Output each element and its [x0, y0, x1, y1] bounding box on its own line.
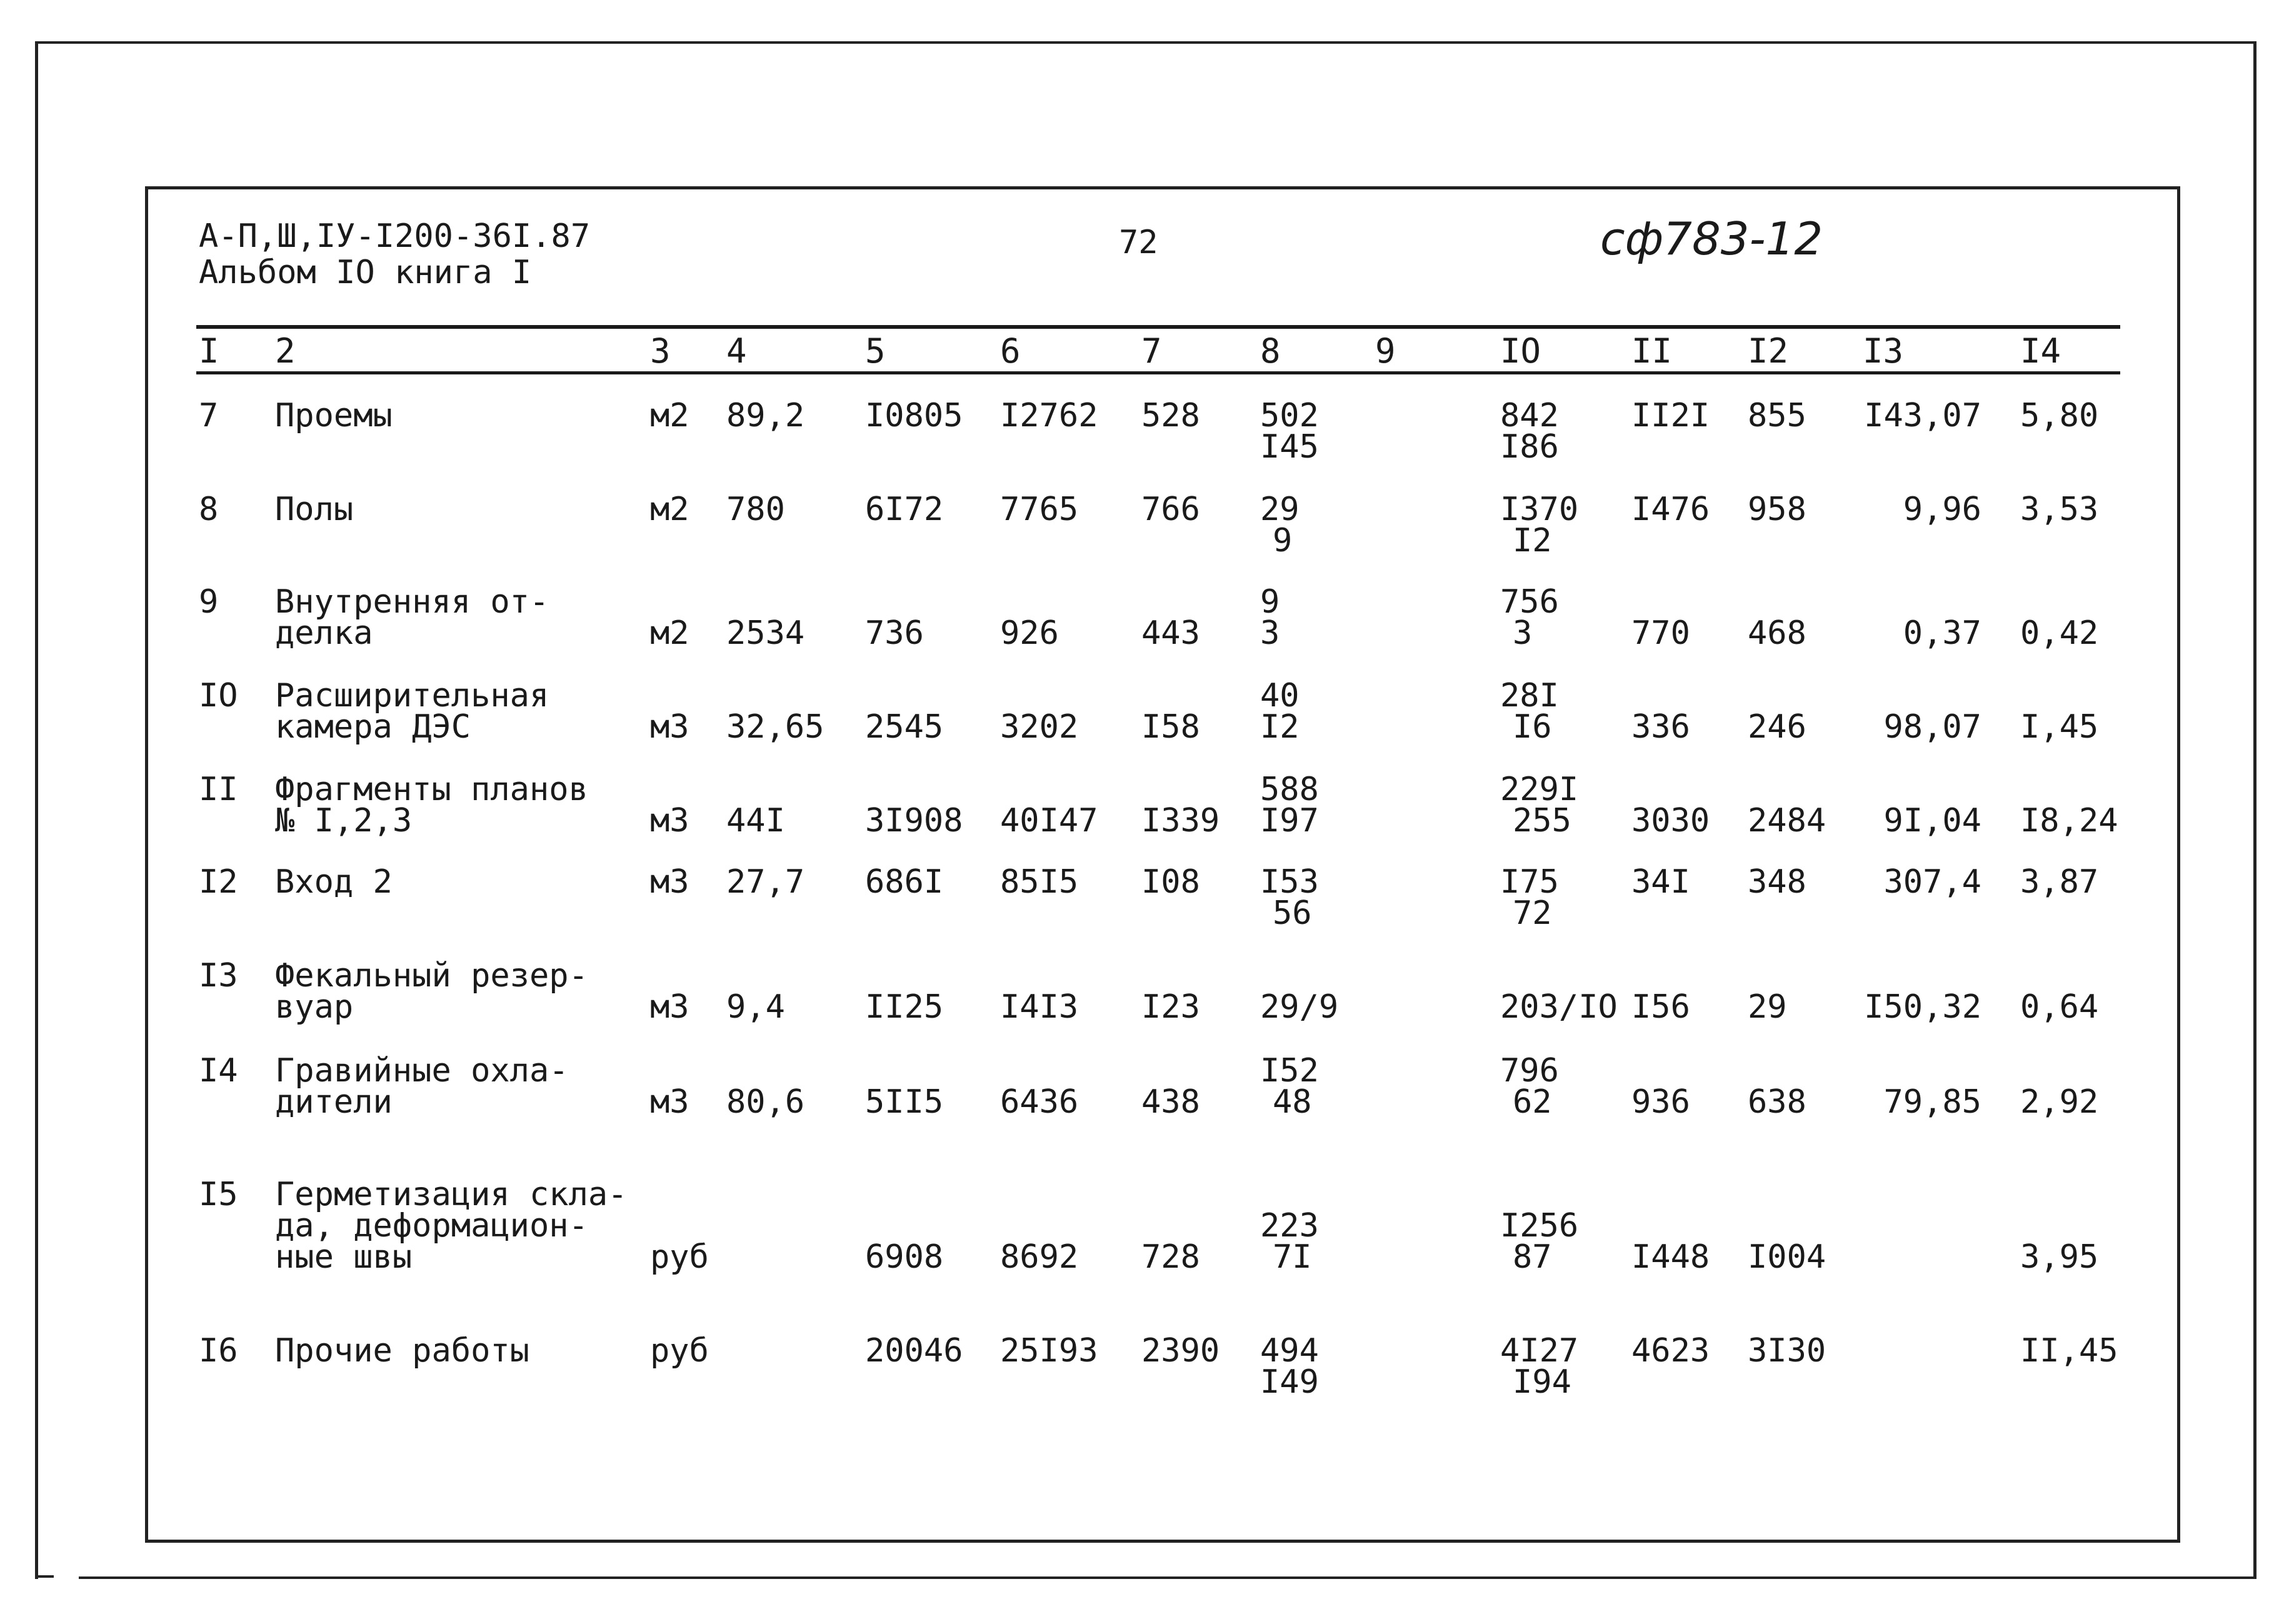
cell-c10-line: 842 — [1500, 397, 1559, 434]
cell-c10-line: I370 — [1500, 491, 1579, 528]
column-header-11: II — [1631, 331, 1673, 371]
cell-c11: I56 — [1631, 988, 1690, 1026]
cell-c10-line: 3 — [1513, 614, 1533, 652]
cell-c12: 468 — [1748, 614, 1806, 652]
cell-c7: 443 — [1141, 614, 1200, 652]
row-unit: м2 — [650, 491, 689, 528]
row-unit: м3 — [650, 802, 689, 840]
row-unit: м3 — [650, 1083, 689, 1121]
row-unit: м3 — [650, 988, 689, 1026]
cell-c6: 25I93 — [1000, 1332, 1098, 1370]
cell-c6: 926 — [1000, 614, 1059, 652]
cell-c5: 3I908 — [865, 802, 963, 840]
cell-c8-line: 3 — [1260, 614, 1280, 652]
row-number: 7 — [199, 397, 219, 434]
cell-c11: 4623 — [1631, 1332, 1710, 1370]
column-header-8: 8 — [1260, 331, 1281, 371]
row-unit: м3 — [650, 708, 689, 746]
cell-c10-line: 62 — [1513, 1083, 1552, 1121]
cell-c10-line: 796 — [1500, 1052, 1559, 1090]
column-header-14: I4 — [2020, 331, 2061, 371]
column-header-10: IO — [1500, 331, 1541, 371]
row-name-line: Прочие работы — [275, 1332, 529, 1370]
cell-c5: I0805 — [865, 397, 963, 434]
column-header-5: 5 — [865, 331, 886, 371]
column-header-9: 9 — [1375, 331, 1396, 371]
cell-c5: 6908 — [865, 1238, 944, 1276]
row-name-line: делка — [275, 614, 373, 652]
cell-c5: II25 — [865, 988, 944, 1026]
cell-c4: 89,2 — [726, 397, 805, 434]
row-name-line: ные швы — [275, 1238, 413, 1276]
cell-c14: 3,95 — [2020, 1238, 2099, 1276]
row-unit: руб — [650, 1238, 709, 1276]
cell-c10-line: 756 — [1500, 583, 1559, 621]
cell-c5: 736 — [865, 614, 924, 652]
column-header-1: I — [199, 331, 219, 371]
row-name-line: Полы — [275, 491, 354, 528]
cell-c5: 2545 — [865, 708, 944, 746]
cell-c8-line: I53 — [1260, 863, 1319, 901]
cell-c8-line: 9 — [1273, 522, 1293, 559]
sheet-code: сф783-12 — [1600, 213, 1823, 265]
cell-c11: 3030 — [1631, 802, 1710, 840]
cell-c10-line: 72 — [1513, 895, 1552, 932]
cell-c13: 9I,04 — [1883, 802, 1981, 840]
cell-c4: 44I — [726, 802, 785, 840]
column-header-3: 3 — [650, 331, 671, 371]
row-number: 8 — [199, 491, 219, 528]
cell-c8-line: I49 — [1260, 1363, 1319, 1401]
cell-c7: I23 — [1141, 988, 1200, 1026]
cell-c8-line: 40 — [1260, 677, 1300, 714]
outer-frame-bottom-line — [79, 1576, 2256, 1579]
cell-c4: 780 — [726, 491, 785, 528]
cell-c8-line: I2 — [1260, 708, 1300, 746]
cell-c6: 40I47 — [1000, 802, 1098, 840]
column-header-13: I3 — [1863, 331, 1904, 371]
row-number: I3 — [199, 957, 238, 995]
cell-c12: 3I30 — [1748, 1332, 1826, 1370]
document-code: А-П,Ш,IУ-I200-36I.87 — [199, 218, 591, 255]
cell-c11: II2I — [1631, 397, 1710, 434]
row-number: II — [199, 771, 238, 808]
cell-c6: 3202 — [1000, 708, 1079, 746]
cell-c8-line: 502 — [1260, 397, 1319, 434]
cell-c6: 6436 — [1000, 1083, 1079, 1121]
row-unit: м2 — [650, 614, 689, 652]
row-unit: м2 — [650, 397, 689, 434]
cell-c11: 936 — [1631, 1083, 1690, 1121]
cell-c12: 638 — [1748, 1083, 1806, 1121]
cell-c5: 686I — [865, 863, 944, 901]
row-number: I2 — [199, 863, 238, 901]
row-number: 9 — [199, 583, 219, 621]
cell-c11: I476 — [1631, 491, 1710, 528]
cell-c14: I8,24 — [2020, 802, 2118, 840]
row-name-line: № I,2,3 — [275, 802, 413, 840]
cell-c14: 5,80 — [2020, 397, 2099, 434]
cell-c12: 958 — [1748, 491, 1806, 528]
cell-c4: 32,65 — [726, 708, 824, 746]
cell-c8-line: 56 — [1273, 895, 1312, 932]
cell-c13: 98,07 — [1883, 708, 1981, 746]
cell-c10-line: 255 — [1513, 802, 1571, 840]
cell-c8-line: 7I — [1273, 1238, 1312, 1276]
cell-c7: 728 — [1141, 1238, 1200, 1276]
cell-c8-line: I97 — [1260, 802, 1319, 840]
cell-c5: 6I72 — [865, 491, 944, 528]
row-name-line: да, деформацион- — [275, 1207, 588, 1245]
outer-frame-bottom-tick — [35, 1575, 54, 1578]
row-number: IO — [199, 677, 238, 714]
cell-c12: 246 — [1748, 708, 1806, 746]
cell-c14: I,45 — [2020, 708, 2099, 746]
cell-c11: 770 — [1631, 614, 1690, 652]
cell-c8-line: 9 — [1260, 583, 1280, 621]
column-header-4: 4 — [726, 331, 747, 371]
cell-c14: 2,92 — [2020, 1083, 2099, 1121]
cell-c5: 5II5 — [865, 1083, 944, 1121]
cell-c4: 9,4 — [726, 988, 785, 1026]
column-header-6: 6 — [1000, 331, 1021, 371]
cell-c12: 855 — [1748, 397, 1806, 434]
row-name-line: Гравийные охла- — [275, 1052, 569, 1090]
cell-c4: 2534 — [726, 614, 805, 652]
cell-c13: I43,07 — [1864, 397, 1981, 434]
cell-c14: 0,64 — [2020, 988, 2099, 1026]
row-name-line: Внутренняя от- — [275, 583, 549, 621]
cell-c5: 20046 — [865, 1332, 963, 1370]
cell-c13: I50,32 — [1864, 988, 1981, 1026]
cell-c7: 766 — [1141, 491, 1200, 528]
cell-c13: 9,96 — [1903, 491, 1981, 528]
cell-c6: I2762 — [1000, 397, 1098, 434]
cell-c10-line: I86 — [1500, 428, 1559, 466]
cell-c8-line: I45 — [1260, 428, 1319, 466]
cell-c10-line: 203/IO — [1500, 988, 1618, 1026]
table-header-rule — [196, 371, 2120, 374]
cell-c10-line: 28I — [1500, 677, 1559, 714]
cell-c6: 8692 — [1000, 1238, 1079, 1276]
cell-c14: 0,42 — [2020, 614, 2099, 652]
table-top-rule — [196, 325, 2120, 329]
row-name-line: Герметизация скла- — [275, 1176, 628, 1213]
cell-c13: 0,37 — [1903, 614, 1981, 652]
cell-c8-line: 588 — [1260, 771, 1319, 808]
cell-c12: 348 — [1748, 863, 1806, 901]
cell-c11: 34I — [1631, 863, 1690, 901]
cell-c6: I4I3 — [1000, 988, 1079, 1026]
cell-c10-line: I2 — [1513, 522, 1552, 559]
cell-c10-line: I75 — [1500, 863, 1559, 901]
cell-c7: 2390 — [1141, 1332, 1220, 1370]
row-name-line: дители — [275, 1083, 393, 1121]
cell-c12: I004 — [1748, 1238, 1826, 1276]
row-name-line: Расширительная — [275, 677, 549, 714]
cell-c4: 27,7 — [726, 863, 805, 901]
cell-c10-line: 229I — [1500, 771, 1579, 808]
row-unit: м3 — [650, 863, 689, 901]
cell-c14: 3,87 — [2020, 863, 2099, 901]
column-header-12: I2 — [1748, 331, 1789, 371]
row-name-line: Фекальный резер- — [275, 957, 588, 995]
cell-c10-line: 87 — [1513, 1238, 1552, 1276]
row-name-line: вуар — [275, 988, 354, 1026]
row-name-line: Проемы — [275, 397, 393, 434]
row-name-line: Вход 2 — [275, 863, 393, 901]
row-number: I6 — [199, 1332, 238, 1370]
row-name-line: камера ДЭС — [275, 708, 471, 746]
row-number: I4 — [199, 1052, 238, 1090]
cell-c13: 79,85 — [1883, 1083, 1981, 1121]
cell-c8-line: I52 — [1260, 1052, 1319, 1090]
cell-c12: 29 — [1748, 988, 1787, 1026]
cell-c8-line: 494 — [1260, 1332, 1319, 1370]
cell-c7: I08 — [1141, 863, 1200, 901]
cell-c7: 438 — [1141, 1083, 1200, 1121]
page-number: 72 — [1119, 224, 1158, 261]
row-unit: руб — [650, 1332, 709, 1370]
cell-c7: I58 — [1141, 708, 1200, 746]
row-number: I5 — [199, 1176, 238, 1213]
cell-c12: 2484 — [1748, 802, 1826, 840]
column-header-7: 7 — [1141, 331, 1162, 371]
cell-c10-line: I94 — [1513, 1363, 1571, 1401]
cell-c8-line: 29 — [1260, 491, 1300, 528]
cell-c8-line: 48 — [1273, 1083, 1312, 1121]
cell-c4: 80,6 — [726, 1083, 805, 1121]
cell-c6: 7765 — [1000, 491, 1079, 528]
cell-c10-line: I256 — [1500, 1207, 1579, 1245]
cell-c7: I339 — [1141, 802, 1220, 840]
cell-c6: 85I5 — [1000, 863, 1079, 901]
cell-c11: I448 — [1631, 1238, 1710, 1276]
cell-c13: 307,4 — [1883, 863, 1981, 901]
cell-c14: 3,53 — [2020, 491, 2099, 528]
cell-c7: 528 — [1141, 397, 1200, 434]
cell-c14: II,45 — [2020, 1332, 2118, 1370]
album-book: Альбом IO книга I — [199, 254, 532, 291]
row-name-line: Фрагменты планов — [275, 771, 588, 808]
column-header-2: 2 — [275, 331, 296, 371]
cell-c10-line: I6 — [1513, 708, 1552, 746]
cell-c8-line: 29/9 — [1260, 988, 1339, 1026]
cell-c10-line: 4I27 — [1500, 1332, 1579, 1370]
cell-c8-line: 223 — [1260, 1207, 1319, 1245]
cell-c11: 336 — [1631, 708, 1690, 746]
